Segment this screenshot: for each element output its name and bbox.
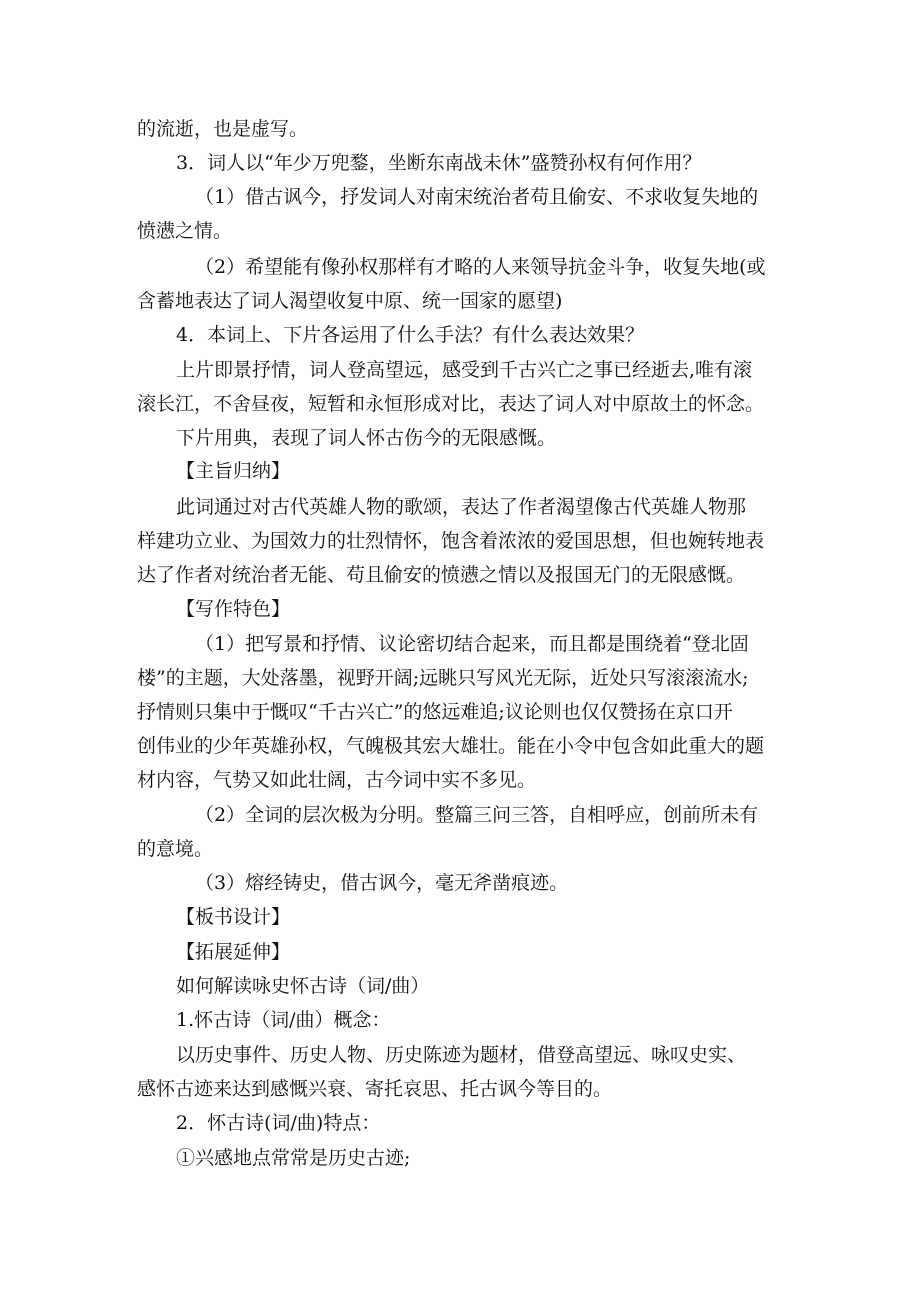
- section-heading: 【板书设计】: [176, 906, 291, 928]
- text-line: 滚长江，不舍昼夜，短暂和永恒形成对比，表达了词人对中原故土的怀念。: [137, 393, 765, 415]
- section-heading: 【主旨归纳】: [176, 460, 291, 482]
- text-line: ①兴感地点常常是历史古迹;: [176, 1147, 411, 1169]
- text-line: 下片用典，表现了词人怀古伤今的无限感慨。: [176, 427, 557, 449]
- text-line: 此词通过对古代英雄人物的歌颂，表达了作者渴望像古代英雄人物那: [176, 496, 747, 518]
- question-4: 4．本词上、下片各运用了什么手法？有什么表达效果？: [176, 324, 645, 346]
- text-line: 愤懑之情。: [137, 220, 233, 242]
- text-line: 上片即景抒情，词人登高望远，感受到千古兴亡之事已经逝去,唯有滚: [176, 359, 753, 381]
- text-line: 样建功立业、为国效力的壮烈情怀，饱含着浓浓的爱国思想，但也婉转地表: [137, 530, 765, 552]
- text-line: （1）把写景和抒情、议论密切结合起来，而且都是围绕着“登北固: [195, 633, 749, 655]
- text-line: 达了作者对统治者无能、苟且偷安的愤懑之情以及报国无门的无限感慨。: [137, 564, 746, 586]
- text-line: 的意境。: [137, 838, 214, 860]
- text-line: （2）希望能有像孙权那样有才略的人来领导抗金斗争，收复失地(或: [195, 256, 766, 278]
- text-line: 感怀古迹来达到感慨兴衰、寄托哀思、托古讽今等目的。: [137, 1078, 613, 1100]
- text-line: 1.怀古诗（词/曲）概念：: [176, 1009, 391, 1031]
- section-heading: 【写作特色】: [176, 598, 291, 620]
- text-line: 抒情则只集中于慨叹“千古兴亡”的悠远难追;议论则也仅仅赞扬在京口开: [137, 701, 733, 723]
- question-3: 3．词人以“年少万兜鍪，坐断东南战未休”盛赞孙权有何作用？: [176, 152, 702, 174]
- text-line: 的流逝，也是虚写。: [137, 118, 309, 140]
- text-line: 含蓄地表达了词人渴望收复中原、统一国家的愿望): [137, 290, 563, 312]
- text-line: （1）借古讽今，抒发词人对南宋统治者苟且偷安、不求收复失地的: [195, 186, 759, 208]
- text-line: 以历史事件、历史人物、历史陈迹为题材，借登高望远、咏叹史实、: [176, 1044, 747, 1066]
- section-heading: 【拓展延伸】: [176, 941, 291, 963]
- text-line: 创伟业的少年英雄孙权，气魄极其宏大雄壮。能在小令中包含如此重大的题: [137, 735, 765, 757]
- text-line: （2）全词的层次极为分明。整篇三问三答，自相呼应，创前所未有: [195, 804, 759, 826]
- text-line: （3）熔经铸史，借古讽今，毫无斧凿痕迹。: [195, 872, 569, 894]
- text-line: 楼”的主题，大处落墨，视野开阔;远眺只写风光无际，近处只写滚滚流水;: [137, 667, 749, 689]
- text-line: 如何解读咏史怀古诗（词/曲）: [176, 975, 430, 997]
- text-line: 2．怀古诗(词/曲)特点：: [176, 1112, 381, 1134]
- text-line: 材内容，气势又如此壮阔，古今词中实不多见。: [137, 769, 537, 791]
